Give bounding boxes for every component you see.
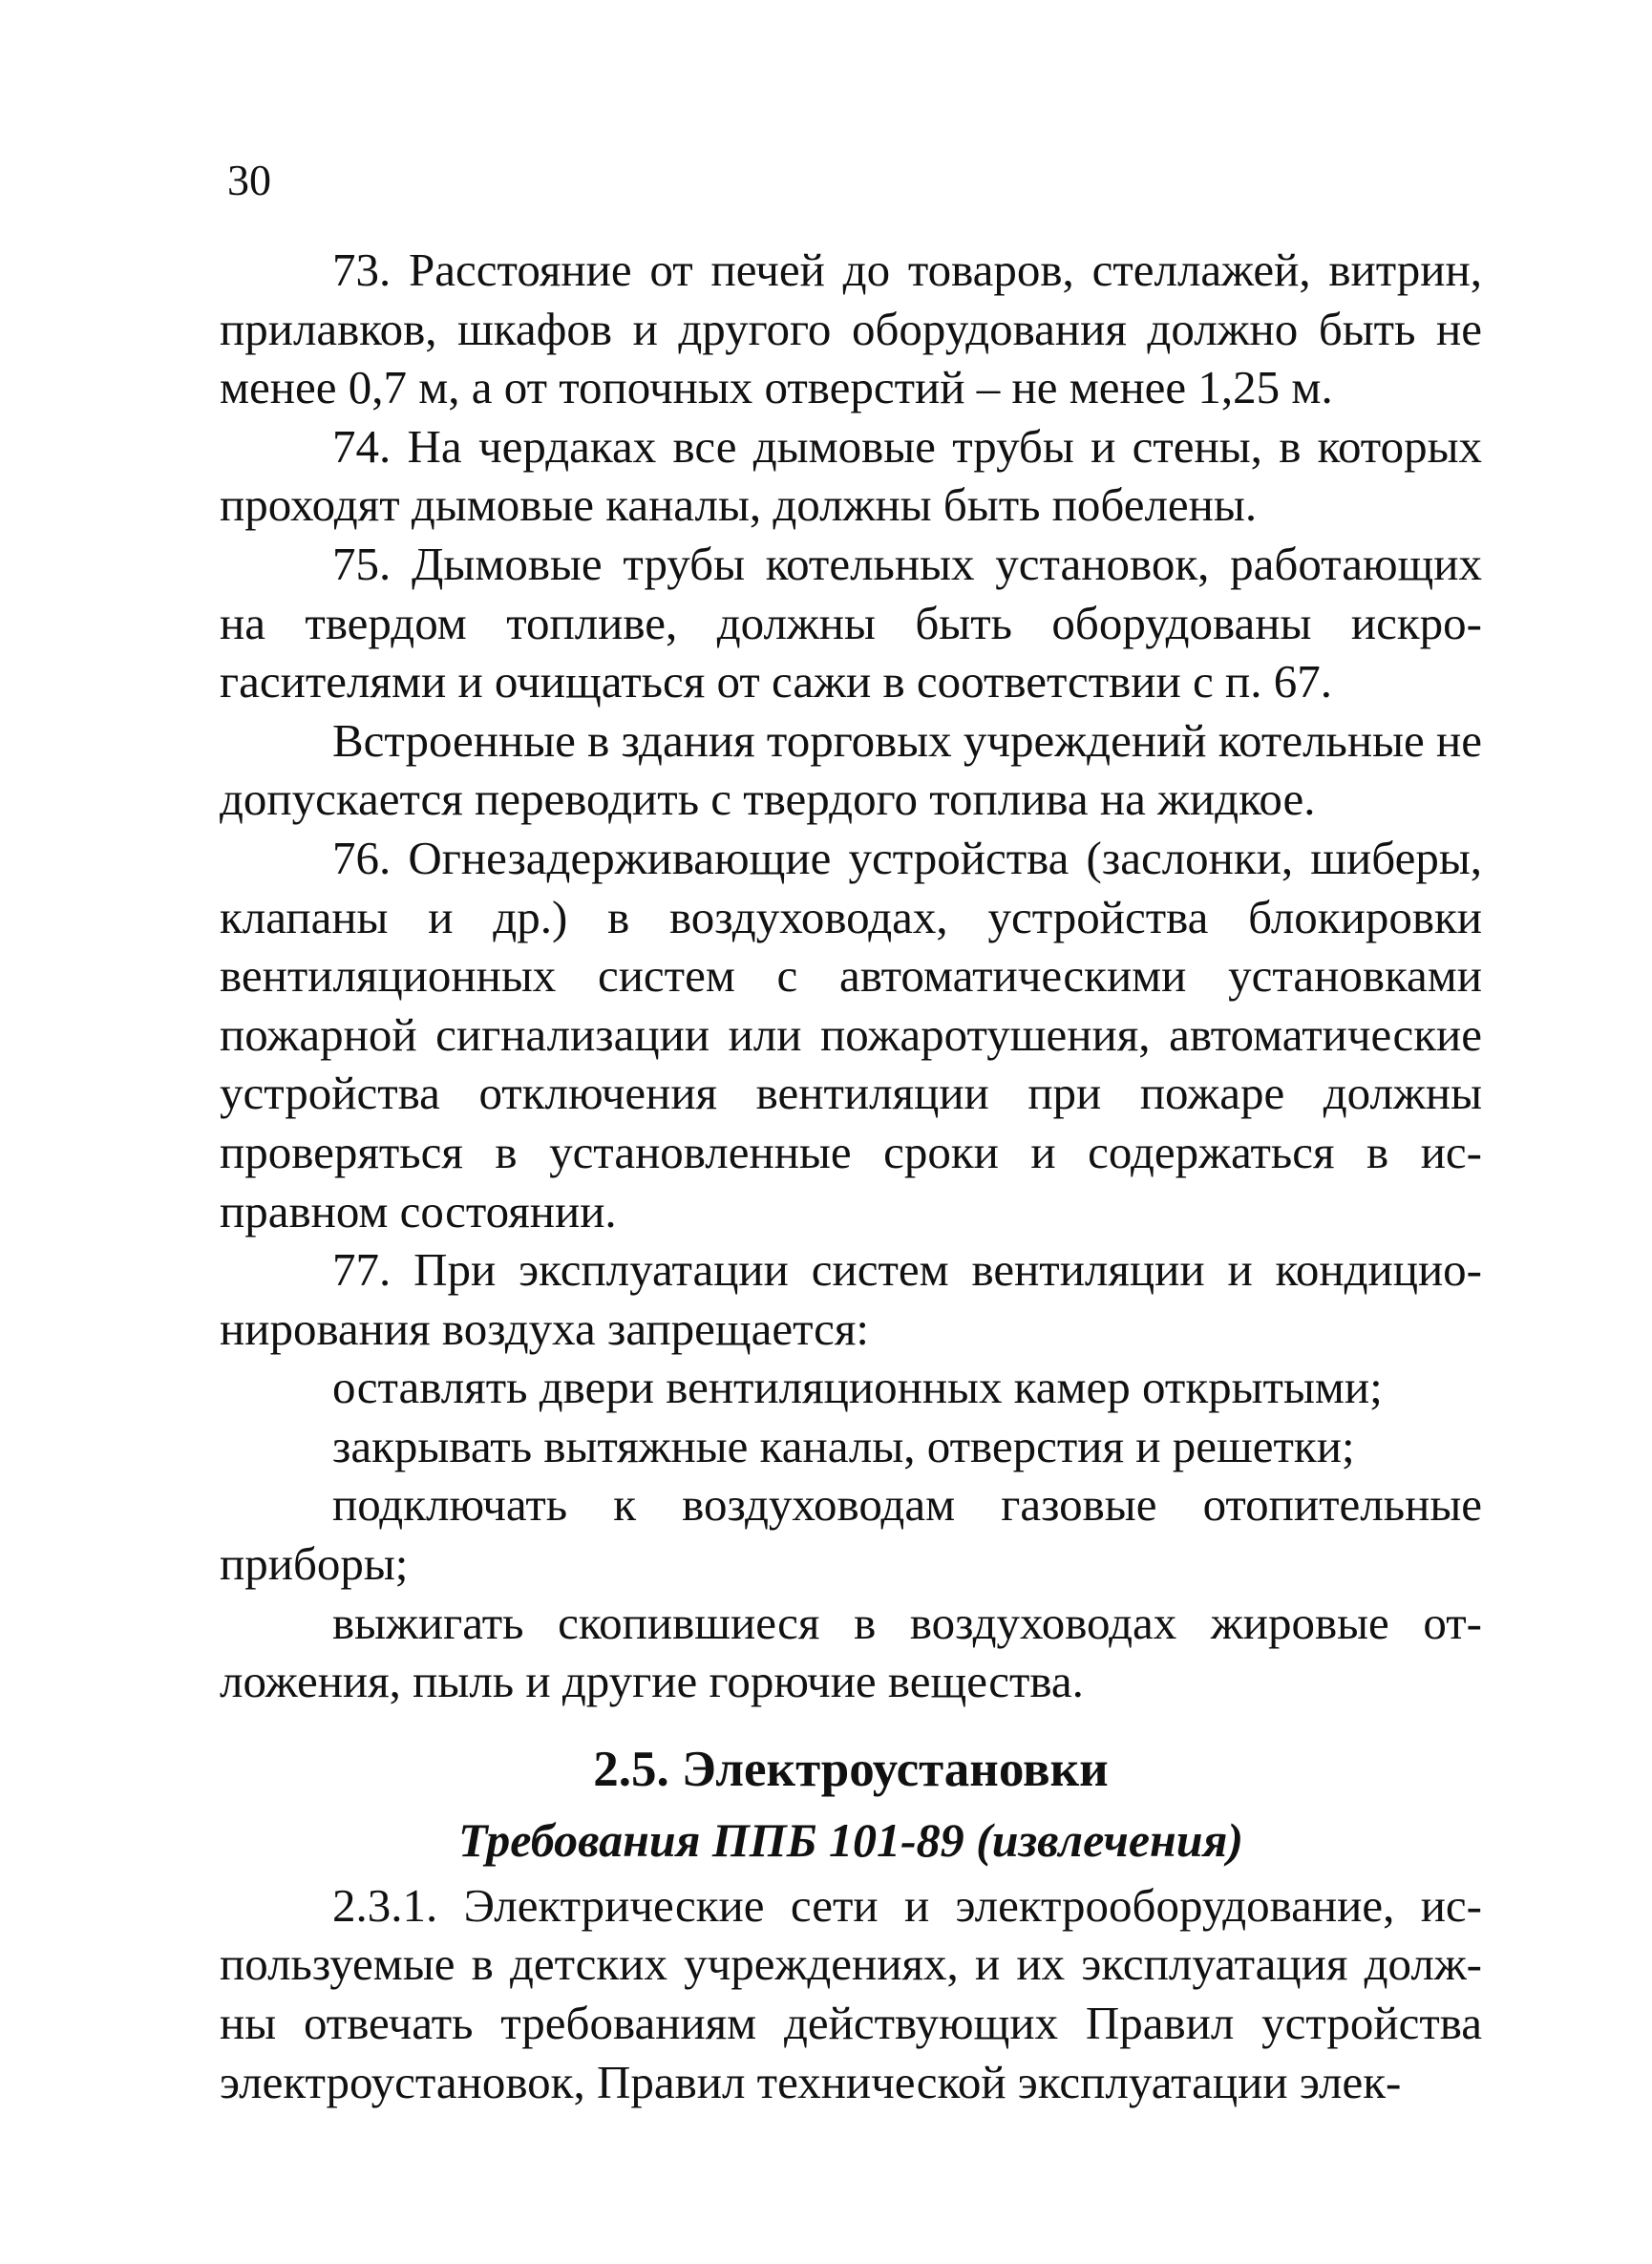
paragraph-77: 77. При эксплуатации систем вентиляции и кондиционирования воздуха запрещается: [220,1243,1482,1355]
list-item: выжигать скопившиеся в воздуховодах жировые отложения, пыль и другие горючие вещества. [220,1596,1482,1708]
paragraph-75-continuation: Встроенные в здания торговых учреждений котельные не допускается переводить с твердого топлива на жидкое. [220,713,1482,826]
paragraph-75: 75. Дымовые трубы котельных установок, работающих на твердом топливе, должны быть оборудованы искрогасителями и очищаться от сажи в соответствии с п. 67. [220,537,1482,709]
paragraph-2-3-1: 2.3.1. Электрические сети и электрооборудование, используемые в детских учреждениях, и их эксплуатация должны отвечать требованиям действующих Правил устройства электроустановок, Правил технической эксплуатации элек- [220,1878,1482,2108]
list-item: подключать к воздуховодам газовые отопительные приборы; [220,1478,1482,1591]
list-item: оставлять двери вентиляционных камер открытыми; [332,1361,1383,1414]
page-content [220,241,1482,2111]
page-number: 30 [227,156,271,204]
paragraph-73: 73. Расстояние от печей до товаров, стеллажей, витрин, прилавков, шкафов и другого оборудования должно быть не менее 0,7 м, а от топочных отверстий – не менее 1,25 м. [220,243,1482,414]
section-title: 2.5. Электроустановки [593,1741,1109,1797]
section-subtitle: Требования ППБ 101-89 (извлечения) [457,1812,1244,1867]
paragraph-76: 76. Огнезадерживающие устройства (заслонки, шиберы, клапаны и др.) в воздуховодах, устройства блокировки вентиляционных систем с автоматическими установками пожарной сигнализации или пожаротушения, автоматические устройства отключения вентиляции при пожаре должны проверяться в установленные сроки и содержаться в исправном состоянии. [220,831,1482,1238]
paragraph-74: 74. На чердаках все дымовые трубы и стены, в которых проходят дымовые каналы, должны быть побелены. [220,419,1482,532]
prohibited-actions-list [220,1358,1482,1711]
list-item: закрывать вытяжные каналы, отверстия и решетки; [332,1419,1355,1472]
